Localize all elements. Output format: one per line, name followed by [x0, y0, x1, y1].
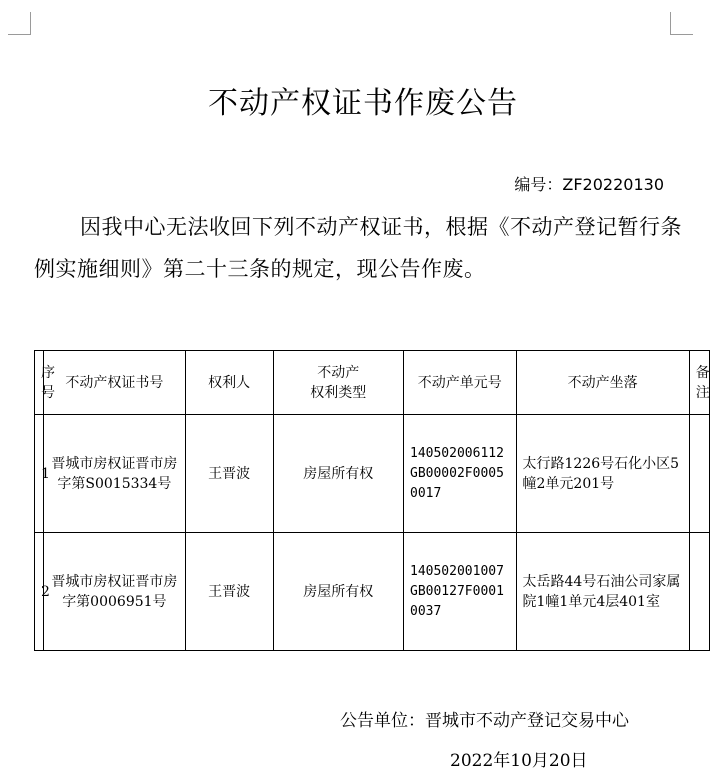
cell-owner: 王晋波 — [185, 533, 273, 651]
header-right-type-line2: 权利类型 — [310, 384, 367, 401]
header-owner: 权利人 — [185, 351, 273, 415]
certificate-table — [34, 350, 710, 651]
cell-cert-no: 晋城市房权证晋市房字第0006951号 — [44, 533, 186, 651]
cell-cert-no: 晋城市房权证晋市房字第S0015334号 — [44, 415, 186, 533]
document-title: 不动产权证书作废公告 — [208, 86, 518, 121]
header-right-type-line1: 不动产 — [317, 364, 360, 381]
cell-unit-no: 140502001007GB00127F00010037 — [404, 533, 517, 651]
page-corner-mark-top-right — [670, 12, 693, 35]
table-row — [35, 415, 710, 533]
issuing-unit: 公告单位：晋城市不动产登记交易中心 — [340, 711, 629, 731]
cell-right-type: 房屋所有权 — [273, 415, 404, 533]
header-right-type — [273, 351, 404, 415]
cell-seq: 1 — [35, 415, 44, 533]
header-remark: 备注 — [689, 351, 709, 415]
cell-remark — [689, 415, 709, 533]
cell-remark — [689, 533, 709, 651]
page-corner-mark-top-left — [8, 12, 31, 35]
header-seq: 序号 — [35, 351, 44, 415]
table-row — [35, 533, 710, 651]
cell-owner: 王晋波 — [185, 415, 273, 533]
cell-seq: 2 — [35, 533, 44, 651]
header-unit-no: 不动产单元号 — [404, 351, 517, 415]
announcement-paragraph: 因我中心无法收回下列不动产权证书，根据《不动产登记暂行条例实施细则》第二十三条的规定，现公告作废。 — [34, 215, 682, 281]
cell-location: 太岳路44号石油公司家属院1幢1单元4层401室 — [516, 533, 689, 651]
document-number: 编号：ZF20220130 — [514, 175, 664, 194]
issue-date: 2022年10月20日 — [450, 751, 588, 771]
cell-right-type: 房屋所有权 — [273, 533, 404, 651]
cell-location: 太行路1226号石化小区5幢2单元201号 — [516, 415, 689, 533]
cell-unit-no: 140502006112GB00002F00050017 — [404, 415, 517, 533]
table-header-row — [35, 351, 710, 415]
header-cert-no: 不动产权证书号 — [44, 351, 186, 415]
header-location: 不动产坐落 — [516, 351, 689, 415]
